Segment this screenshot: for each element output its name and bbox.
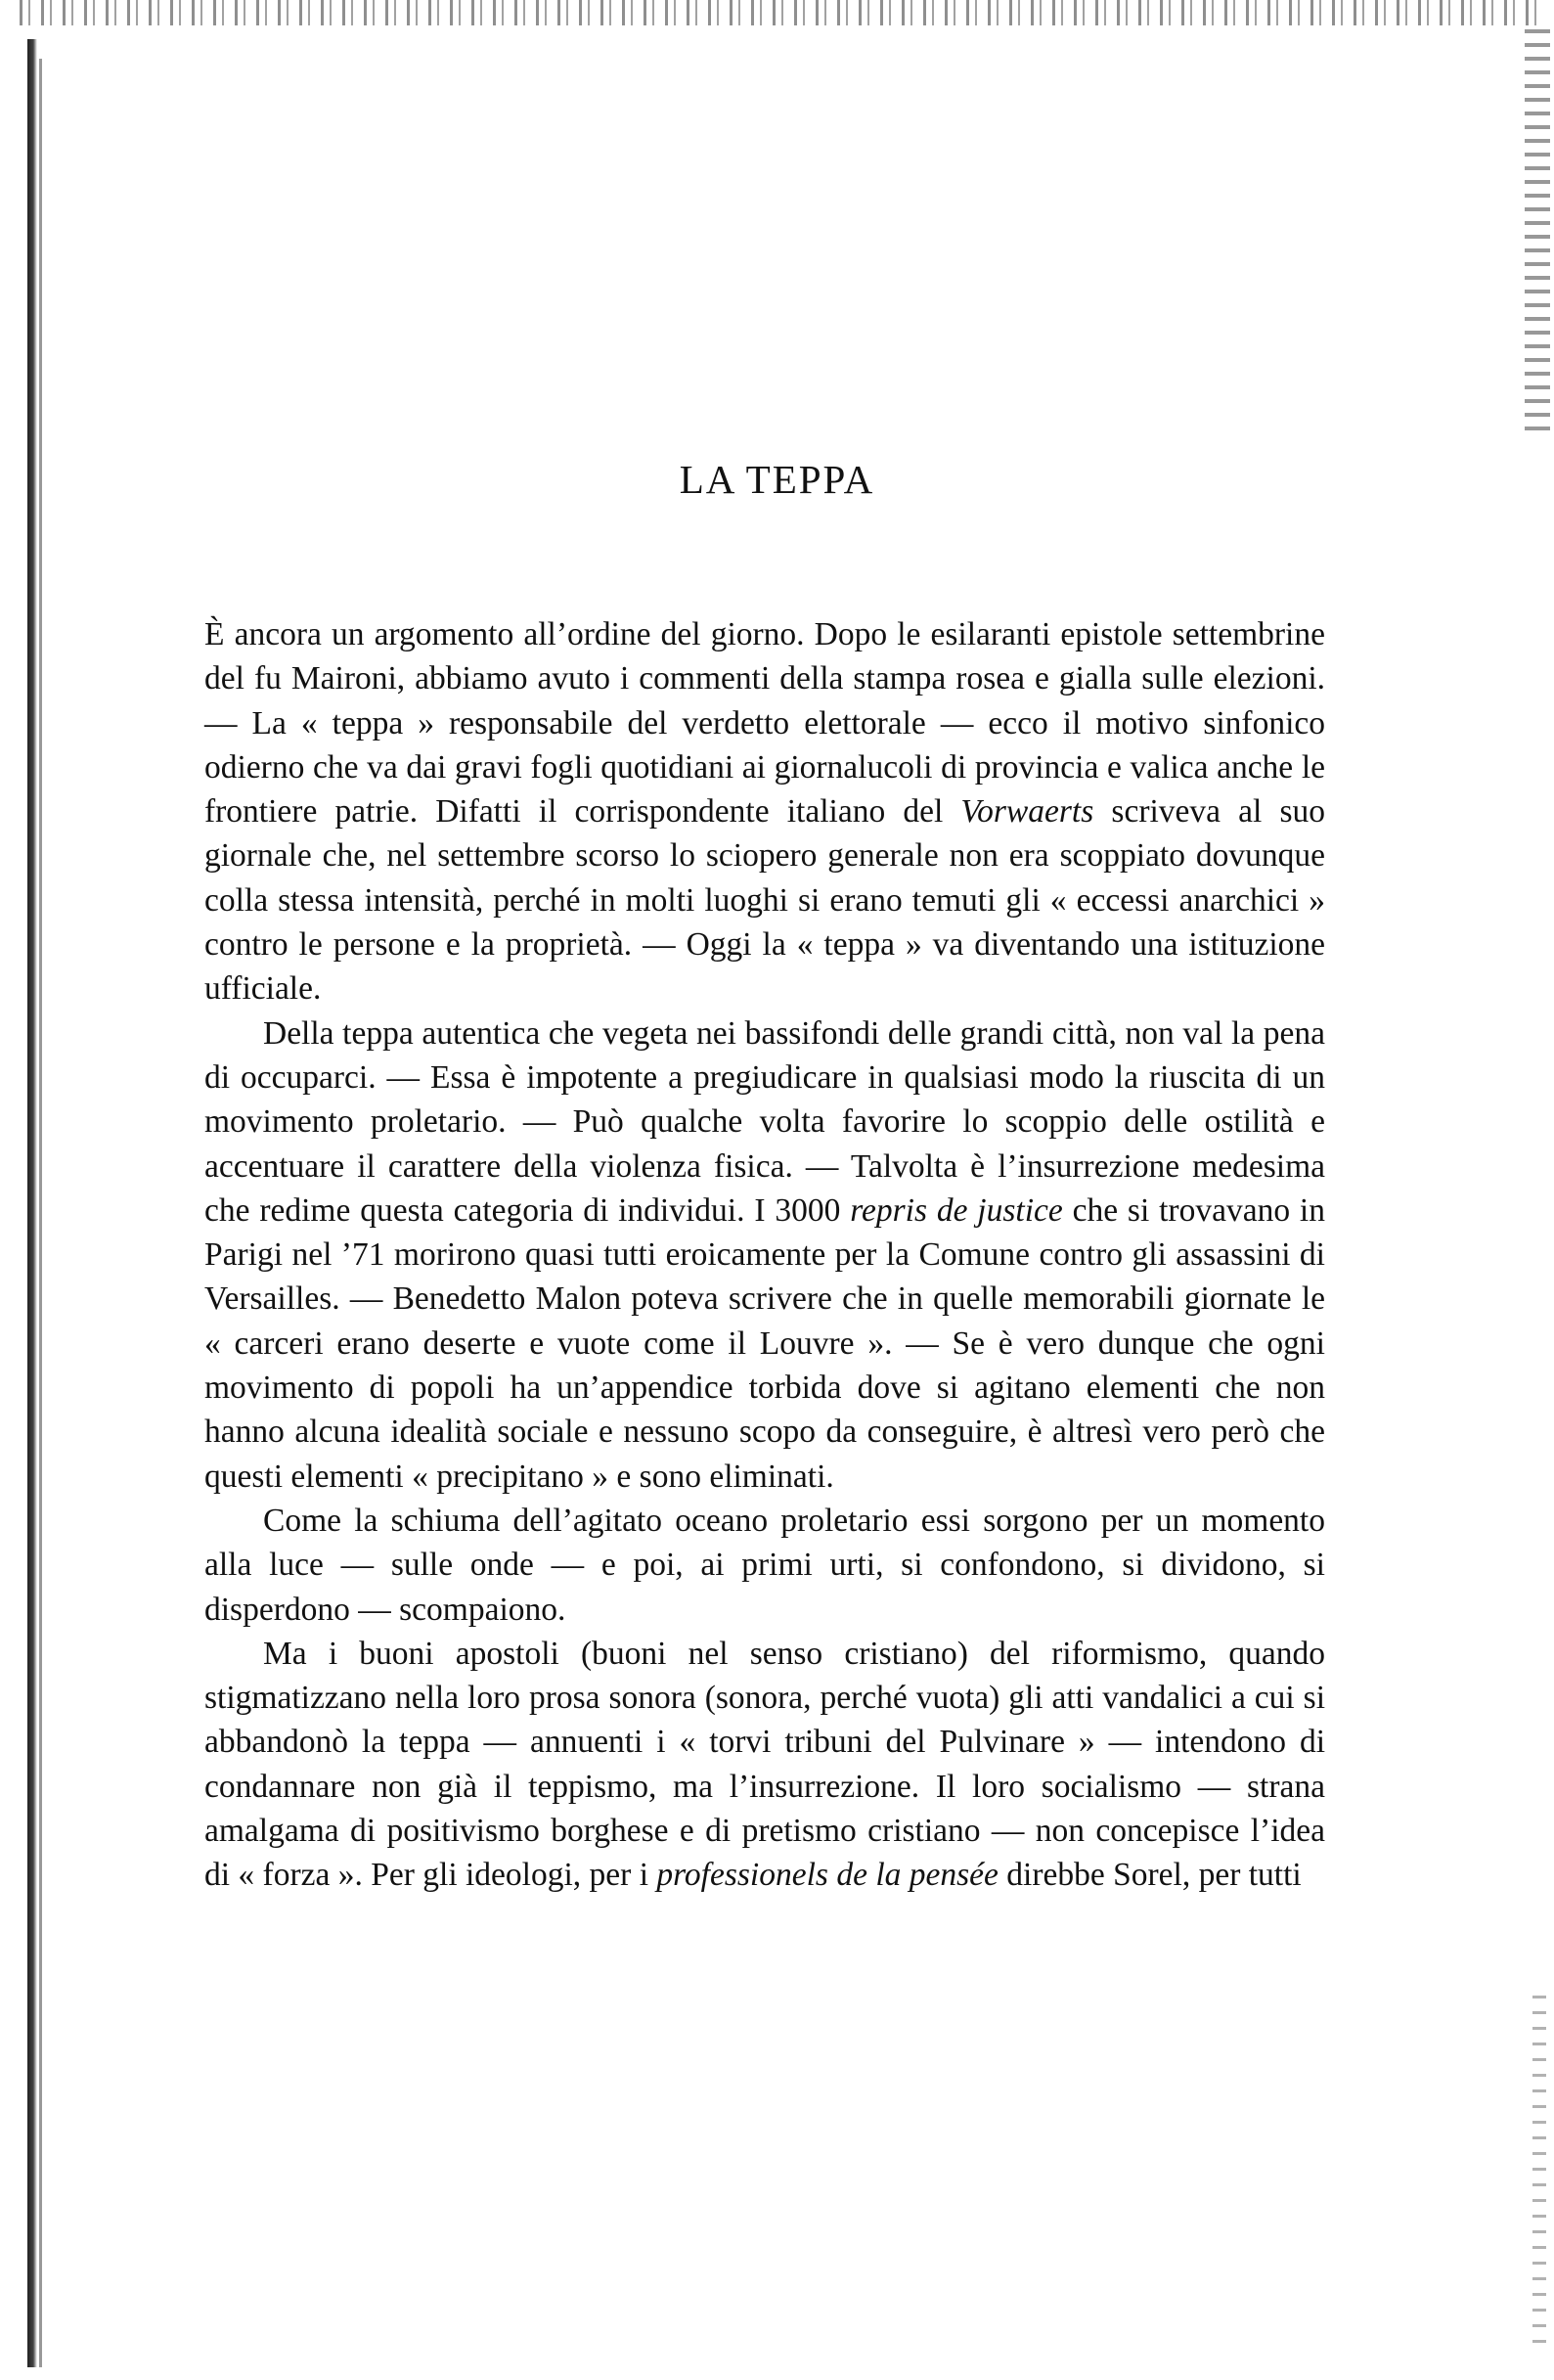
paragraph-4-text-a: Ma i buoni apostoli (buoni nel senso cristiano) del riformismo, quando stigmatizzano nella loro prosa sonora (sonora, perché vuota) gli atti vandalici a cui si abbandonò la teppa — annuenti i « torvi tribuni del Pulvinare » — intendono di condannare non già il teppismo, ma l’insurrezione. Il loro socialismo — strana amalgama di positivismo borghese e di pretismo cristiano — non concepisce l’idea di « forza ». Per gli ideologi, per i xyxy=(204,1635,1325,1894)
page-title: LA TEPPA xyxy=(679,457,875,502)
paragraph-4-italic: professionels de la pensée xyxy=(656,1857,999,1894)
body-text xyxy=(204,612,1325,1898)
paragraph-2-text-b: che si trovavano in Parigi nel ’71 morirono quasi tutti eroicamente per la Comune contro gli assassini di Versailles. — Benedetto Malon poteva scrivere che in quelle memorabili giornate le « carceri erano deserte e vuote come il Louvre ». — Se è vero dunque che ogni movimento di popoli ha un’appendice torbida dove si agitano elementi che non hanno alcuna idealità sociale e nessuno scopo da conseguire, è altresì vero però che questi elementi « precipitano » e sono eliminati. xyxy=(204,1191,1325,1495)
scan-edge-top xyxy=(20,0,1545,25)
scan-edge-left-inner xyxy=(39,59,42,2367)
paragraph-4-text-b: direbbe Sorel, per tutti xyxy=(998,1857,1302,1894)
paragraph-1-text-a: È ancora un argomento all’ordine del giorno. Dopo le esilaranti epistole settembrine del fu Maironi, abbiamo avuto i commenti della stampa rosea e gialla sulle elezioni. — La « teppa » responsabile del verdetto elettorale — ecco il motivo sinfonico odierno che va dai gravi fogli quotidiani ai giornalucoli di provincia e valica anche le frontiere patrie. Difatti il corrispondente italiano del xyxy=(204,616,1325,831)
scan-edge-right-low xyxy=(1532,1996,1546,2348)
paragraph-1-italic: Vorwaerts xyxy=(960,793,1094,831)
paragraph-3 xyxy=(204,1499,1325,1632)
paragraph-4 xyxy=(204,1632,1325,1898)
scan-edge-right xyxy=(1525,29,1550,440)
paragraph-3-text: Come la schiuma dell’agitato oceano proletario essi sorgono per un momento alla luce — sulle onde — e poi, ai primi urti, si confondono, si dividono, si disperdono — scompaiono. xyxy=(204,1502,1325,1628)
paragraph-2-text-a: Della teppa autentica che vegeta nei bassifondi delle grandi città, non val la pena di occuparci. — Essa è impotente a pregiudicare in qualsiasi modo la riuscita di un movimento proletario. — Può qualche volta favorire lo scoppio delle ostilità e accentuare il carattere della violenza fisica. — Talvolta è l’insurrezione medesima che redime questa categoria di individui. I 3000 xyxy=(204,1014,1325,1229)
paragraph-1 xyxy=(204,612,1325,1011)
paragraph-2 xyxy=(204,1011,1325,1499)
paragraph-1-text-b: scriveva al suo giornale che, nel settembre scorso lo sciopero generale non era scoppiato dovunque colla stessa intensità, perché in molti luoghi si erano temuti gli « eccessi anarchici » contro le persone e la proprietà. — Oggi la « teppa » va diventando una istituzione ufficiale. xyxy=(204,793,1325,1008)
paragraph-2-italic: repris de justice xyxy=(850,1191,1063,1229)
scan-edge-left xyxy=(27,39,37,2367)
